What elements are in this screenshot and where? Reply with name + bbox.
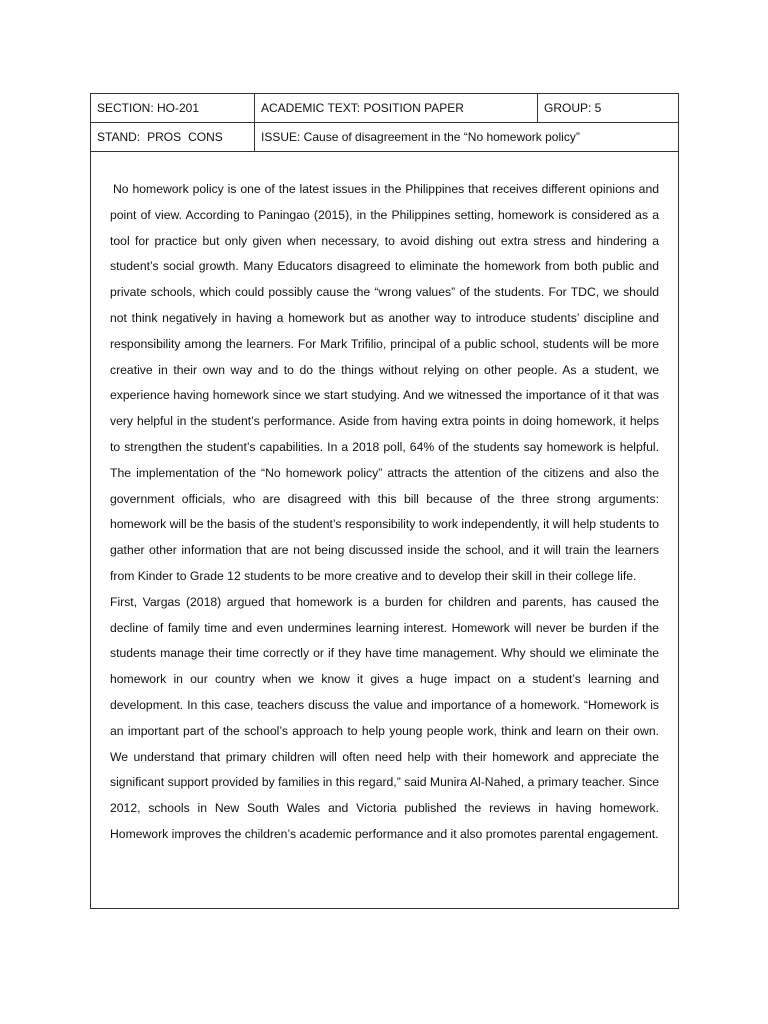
paragraph-first-argument: First, Vargas (2018) argued that homework is a burden for children and parents, has caused the decline of family time and even undermines learning interest. Homework will never be burden if the students manage their time correctly or if they have time management. Why should we eliminate the homework in our country when we know it gives a huge impact on a student’s learning and development. In this case, teachers discuss the value and importance of a homework. “Homework is an important part of the school’s approach to help young people work, think and learn on their own. We understand that primary children will often need help with their homework and appreciate the significant support provided by families in this regard,” said Munira Al-Nahed, a primary teacher. Since 2012, schools in New South Wales and Victoria published the reviews in having homework. Homework improves the children’s academic performance and it also promotes parental engagement. — [110, 594, 659, 841]
section-cell: SECTION: HO-201 — [97, 101, 200, 115]
body-text-cell — [91, 152, 678, 908]
stand-cell — [91, 123, 254, 151]
issue-cell: ISSUE: Cause of disagreement in the “No homework policy” — [254, 123, 678, 151]
stand-pros-label: PROS — [147, 130, 182, 144]
group-cell: GROUP: 5 — [537, 94, 678, 122]
paragraph-intro: No homework policy is one of the latest issues in the Philippines that receives different opinions and point of view. According to Paningao (2015), in the Philippines setting, homework is considered as a tool for practice but only given when necessary, to avoid dishing out extra stress and hindering a student’s social growth. Many Educators disagreed to eliminate the homework from both public and private schools, which could possibly cause the “wrong values” of the students. For TDC, we should not think negatively in having a homework but as another way to introduce students’ discipline and responsibility among the learners. For Mark Trifilio, principal of a public school, students will be more creative in their own way and to do the things without relying on other people. As a student, we experience having homework since we start studying. And we witnessed the importance of it that was very helpful in the student’s performance. Aside from having extra points in doing homework, it helps to strengthen the student’s capabilities. In a 2018 poll, 64% of the students say homework is helpful. The implementation of the “No homework policy” attracts the attention of the citizens and also the government officials, who are disagreed with this bill because of the three strong arguments: homework will be the basis of the student’s responsibility to work independently, it will help students to gather other information that are not being discussed inside the school, and it will train the learners from Kinder to Grade 12 students to be more creative and to develop their skill in their college life. — [110, 182, 659, 583]
stand-label: STAND: — [97, 130, 141, 144]
header-row-2 — [91, 123, 678, 152]
position-paper-table — [90, 93, 679, 909]
header-row-1 — [91, 94, 678, 123]
stand-cons-label: CONS — [188, 130, 223, 144]
academic-text-cell: ACADEMIC TEXT: POSITION PAPER — [254, 94, 537, 122]
